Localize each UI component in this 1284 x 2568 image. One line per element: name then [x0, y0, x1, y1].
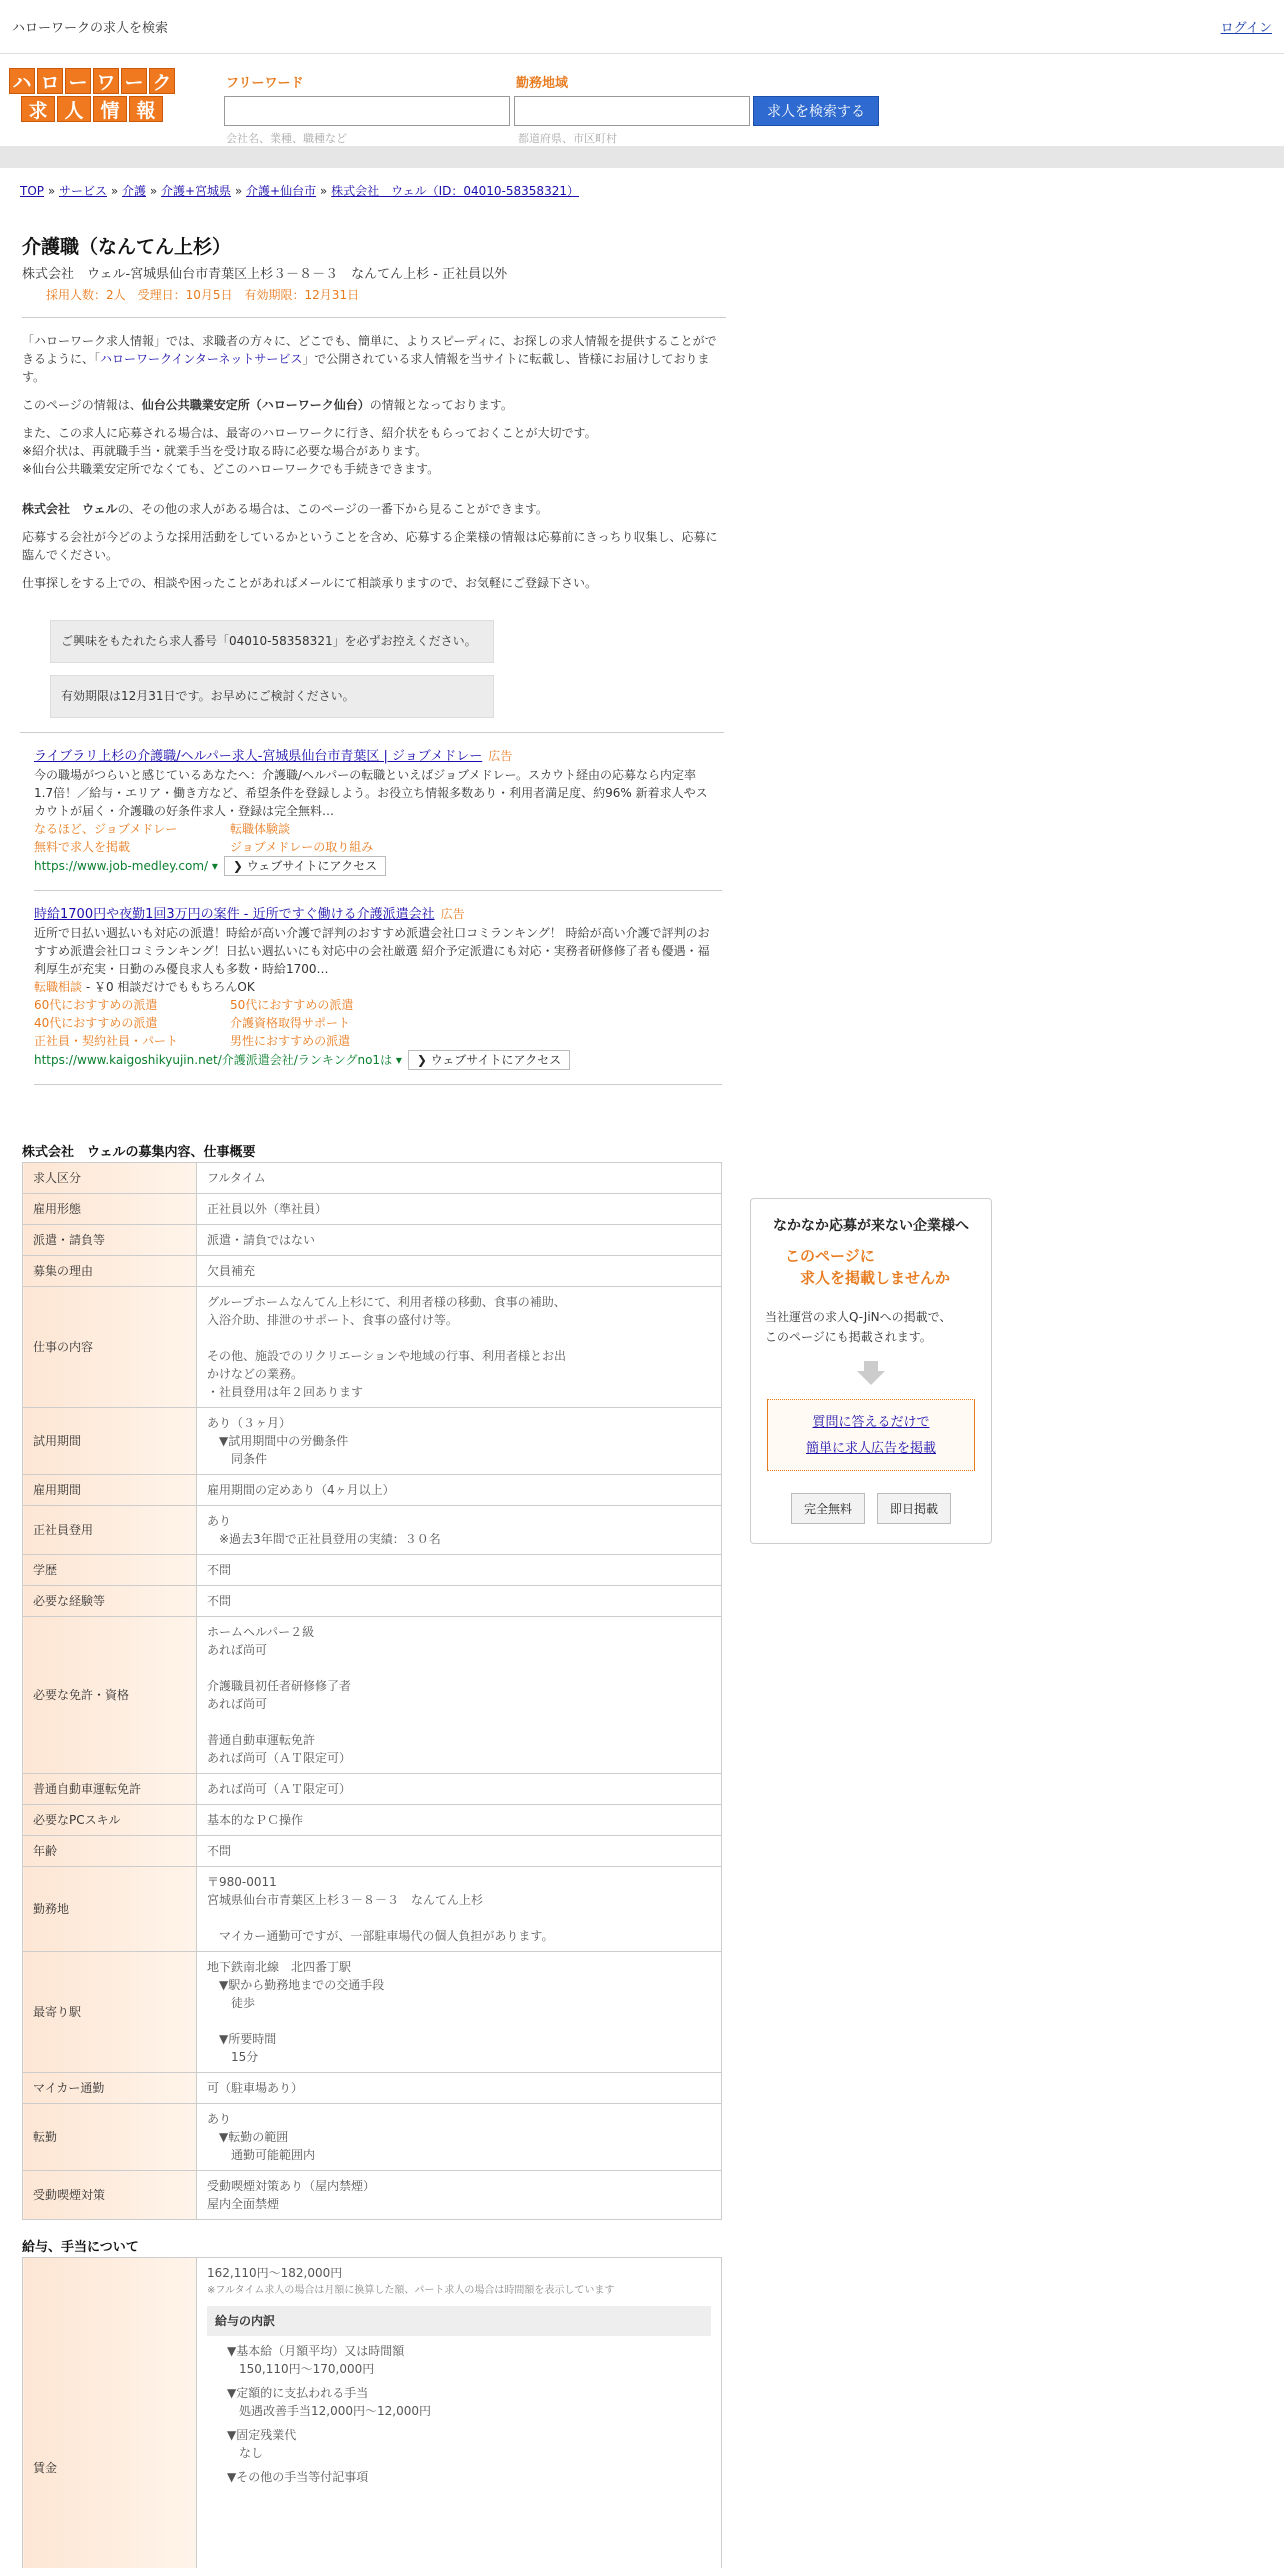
- row-key: 必要なPCスキル: [23, 1805, 197, 1836]
- referral-note: ※紹介状は、再就職手当・就業手当を受け取る時に必要な場合があります。: [22, 444, 428, 458]
- section-title-overview: 株式会社 ウェルの募集内容、仕事概要: [22, 1145, 256, 1160]
- row-value: 雇用期間の定めあり（4ヶ月以上）: [197, 1475, 722, 1506]
- referral-note: ※仙台公共職業安定所でなくても、どこのハローワークでも手続きできます。: [22, 462, 440, 476]
- ad-sitelink[interactable]: 介護資格取得サポート: [230, 1016, 351, 1030]
- visit-website-button[interactable]: ❯ ウェブサイトにアクセス: [408, 1050, 570, 1070]
- row-key: 受動喫煙対策: [23, 2171, 197, 2220]
- promo-link-box: [767, 1399, 975, 1471]
- office-text: の情報となっております。: [369, 398, 513, 412]
- ad-sitelink[interactable]: 男性におすすめの派遣: [230, 1034, 351, 1048]
- table-row: [23, 1774, 722, 1805]
- row-key: 勤務地: [23, 1867, 197, 1952]
- salary-note: ※フルタイム求人の場合は月額に換算した額、パート求人の場合は時間額を表示しています: [207, 2285, 615, 2296]
- salary-item-value: 150,110円〜170,000円: [239, 2362, 375, 2376]
- breadcrumb-service[interactable]: サービス: [59, 184, 108, 198]
- table-row: [23, 1867, 722, 1952]
- row-value: [197, 2258, 722, 2568]
- table-row: [23, 2104, 722, 2171]
- table-row: [23, 1287, 722, 1408]
- arrow-down-icon: [857, 1371, 885, 1385]
- ad-sitelink[interactable]: なるほど、ジョブメドレー: [34, 822, 178, 836]
- referral-paragraph: [22, 424, 726, 478]
- site-logo[interactable]: [4, 68, 180, 124]
- promo-badges: [751, 1493, 991, 1524]
- area-input[interactable]: [514, 96, 750, 126]
- hellowork-internet-link[interactable]: ハローワークインターネットサービス: [100, 352, 303, 366]
- row-key: 賃金: [23, 2258, 197, 2568]
- referral-text: また、この求人に応募される場合は、最寄のハローワークに行き、紹介状をもらっておくことが大切です。: [22, 426, 597, 440]
- logo-row-2: [4, 96, 180, 122]
- breadcrumb-top[interactable]: TOP: [20, 184, 45, 198]
- salary-item-head: ▼固定残業代: [227, 2428, 297, 2442]
- consult-paragraph: 仕事探しをする上での、相談や困ったことがあればメールにて相談承りますので、お気軽にご登録下さい。: [22, 576, 598, 590]
- logo-char: 報: [129, 96, 163, 122]
- divider-bar: [0, 146, 1284, 168]
- ad-url[interactable]: https://www.job-medley.com/ ▾: [34, 859, 218, 873]
- ad-title[interactable]: ライブラリ上杉の介護職/ヘルパー求人-宮城県仙台市青葉区 | ジョブメドレー: [34, 749, 483, 764]
- row-value: あり ※過去3年間で正社員登用の実績：３０名: [197, 1506, 722, 1555]
- ad-separator: [34, 890, 722, 891]
- arrow-down-icon: [864, 1361, 878, 1371]
- breadcrumb-company[interactable]: 株式会社 ウェル（ID：04010-58358321）: [331, 184, 579, 198]
- salary-breakdown-title: 給与の内訳: [207, 2306, 711, 2336]
- breadcrumb: TOP » サービス » 介護 » 介護+宮城県 » 介護+仙台市 » 株式会社 ウェル（ID：04010-58358321）: [20, 184, 579, 198]
- ad-sitelink[interactable]: 50代におすすめの派遣: [230, 998, 354, 1012]
- top-bar: [0, 0, 1284, 54]
- promo-catch-line: 求人を掲載しませんか: [785, 1269, 951, 1287]
- row-value: 基本的なＰＣ操作: [197, 1805, 722, 1836]
- ad-body: 今の職場がつらいと感じているあなたへ：介護職/ヘルパーの転職といえばジョブメドレー。スカウト経由の応募なら内定率1.7倍！／給与・エリア・働き方など、希望条件を登録しよう。お役立ち情報多数あり・利用者満足度、約96% 新着求人やスカウトが届く・介護職の好条件求人・登録は完全無料…: [34, 768, 708, 818]
- row-key: 年齢: [23, 1836, 197, 1867]
- logo-char: ハ: [9, 68, 35, 94]
- row-value: 可（駐車場あり）: [197, 2073, 722, 2104]
- promo-desc-line: 当社運営の求人Q-JiNへの掲載で、: [765, 1310, 952, 1324]
- login-link[interactable]: ログイン: [1220, 21, 1272, 36]
- job-stats: 採用人数：2人 受理日：10月5日 有効期限：12月31日: [46, 288, 360, 302]
- row-key: 派遣・請負等: [23, 1225, 197, 1256]
- row-key: 雇用期間: [23, 1475, 197, 1506]
- table-row: [23, 2171, 722, 2220]
- table-row: [23, 2258, 722, 2568]
- free-badge-button[interactable]: 完全無料: [791, 1493, 865, 1524]
- table-row: [23, 1194, 722, 1225]
- row-key: 普通自動車運転免許: [23, 1774, 197, 1805]
- keyword-hint: 会社名、業種、職種など: [226, 132, 347, 145]
- table-row: [23, 1475, 722, 1506]
- breadcrumb-miyagi[interactable]: 介護+宮城県: [161, 184, 232, 198]
- row-value: 欠員補充: [197, 1256, 722, 1287]
- table-row: [23, 1506, 722, 1555]
- row-key: 転勤: [23, 2104, 197, 2171]
- row-key: 雇用形態: [23, 1194, 197, 1225]
- promo-catch-line: このページに: [785, 1247, 875, 1265]
- promo-link-question[interactable]: 質問に答えるだけで: [812, 1415, 930, 1430]
- salary-item-value: なし: [239, 2446, 264, 2460]
- row-value: 不問: [197, 1836, 722, 1867]
- area-label: 勤務地域: [516, 76, 569, 91]
- salary-breakdown: [207, 2342, 711, 2486]
- ad-sitelink[interactable]: ジョブメドレーの取り組み: [230, 840, 374, 854]
- row-key: マイカー通勤: [23, 2073, 197, 2104]
- other-jobs-text: の、その他の求人がある場合は、このページの一番下から見ることができます。: [117, 502, 548, 516]
- salary-item-head: ▼定額的に支払われる手当: [227, 2386, 369, 2400]
- ad-url[interactable]: https://www.kaigoshikyujin.net/介護派遣会社/ランキングno1は ▾: [34, 1053, 402, 1067]
- employer-promo-box: [750, 1198, 992, 1544]
- intro-text: 」で公開されている求人情報を当サイトに転載し、皆様にお届けしております。: [22, 352, 710, 384]
- table-row: [23, 1952, 722, 2073]
- salary-item-head: ▼基本給（月額平均）又は時間額: [227, 2344, 405, 2358]
- promo-desc-line: このページにも掲載されます。: [765, 1330, 932, 1344]
- other-jobs-paragraph: [22, 500, 726, 518]
- office-name: 仙台公共職業安定所（ハローワーク仙台）: [141, 398, 370, 412]
- row-value: 不問: [197, 1555, 722, 1586]
- table-row: [23, 1256, 722, 1287]
- intro-paragraph: [22, 332, 726, 386]
- logo-char: ク: [149, 68, 175, 94]
- table-row: [23, 1225, 722, 1256]
- table-row: [23, 1836, 722, 1867]
- promo-description: [751, 1307, 991, 1347]
- ad-title[interactable]: 時給1700円や夜勤1回3万円の案件 - 近所ですぐ働ける介護派遣会社: [34, 907, 435, 922]
- promo-catchcopy: [751, 1245, 991, 1289]
- same-day-badge-button[interactable]: 即日掲載: [877, 1493, 951, 1524]
- row-value: あり（３ヶ月） ▼試用期間中の労働条件 同条件: [197, 1408, 722, 1475]
- ad-tag: 広告: [440, 907, 465, 921]
- logo-char: ワ: [93, 68, 119, 94]
- ad-consult-text: - ￥0 相談だけでももちろんOK: [82, 980, 255, 994]
- promo-title: なかなか応募が来ない企業様へ: [773, 1218, 969, 1234]
- salary-table: [22, 2257, 722, 2568]
- company-name: 株式会社 ウェル: [22, 502, 118, 516]
- table-row: [23, 2073, 722, 2104]
- row-key: 必要な経験等: [23, 1586, 197, 1617]
- logo-char: ロ: [37, 68, 63, 94]
- site-title: ハローワークの求人を検索: [12, 21, 169, 36]
- row-value: 〒980-0011 宮城県仙台市青葉区上杉３－８－３ なんてん上杉 マイカー通勤可ですが、一部駐車場代の個人負担があります。: [197, 1867, 722, 1952]
- ad-sitelink[interactable]: 40代におすすめの派遣: [34, 1016, 158, 1030]
- row-value: 地下鉄南北線 北四番丁駅 ▼駅から勤務地までの交通手段 徒歩 ▼所要時間 15分: [197, 1952, 722, 2073]
- row-key: 募集の理由: [23, 1256, 197, 1287]
- row-value: あり ▼転勤の範囲 通勤可能範囲内: [197, 2104, 722, 2171]
- ad-sitelink[interactable]: 60代におすすめの派遣: [34, 998, 158, 1012]
- section-title-salary: 給与、手当について: [22, 2240, 139, 2255]
- row-value: 受動喫煙対策あり（屋内禁煙） 屋内全面禁煙: [197, 2171, 722, 2220]
- logo-char: ー: [121, 68, 147, 94]
- logo-char: 人: [57, 96, 91, 122]
- ad-sitelink[interactable]: 正社員・契約社員・パート: [34, 1034, 179, 1048]
- intro-text: 「ハローワーク求人情報」では、求職者の方々に、どこでも、簡単に、よりスピーディに、お探しの求人情報を提供することができるように、「: [22, 334, 717, 366]
- advice-paragraph: 応募する会社が今どのような採用活動をしているかということを含め、応募する企業様の情報は応募前にきっちり収集し、応募に臨んでください。: [22, 530, 718, 562]
- breadcrumb-kaigo[interactable]: 介護: [122, 184, 147, 198]
- ad-separator: [20, 732, 724, 733]
- row-value: フルタイム: [197, 1163, 722, 1194]
- table-row: [23, 1408, 722, 1475]
- row-value: 正社員以外（準社員）: [197, 1194, 722, 1225]
- ad-tag: 広告: [488, 749, 513, 763]
- logo-char: ー: [65, 68, 91, 94]
- table-row: [23, 1163, 722, 1194]
- salary-item-head: ▼その他の手当等付記事項: [227, 2470, 369, 2484]
- main-content: [22, 232, 726, 2568]
- logo-char: 情: [93, 96, 127, 122]
- row-value: 不問: [197, 1586, 722, 1617]
- salary-range: 162,110円〜182,000円: [207, 2266, 343, 2280]
- row-value: 派遣・請負ではない: [197, 1225, 722, 1256]
- visit-website-button[interactable]: ❯ ウェブサイトにアクセス: [224, 856, 386, 876]
- promo-link-post[interactable]: 簡単に求人広告を掲載: [805, 1441, 936, 1456]
- search-button[interactable]: 求人を検索する: [753, 96, 879, 126]
- row-key: 最寄り駅: [23, 1952, 197, 2073]
- row-key: 試用期間: [23, 1408, 197, 1475]
- row-key: 学歴: [23, 1555, 197, 1586]
- office-paragraph: [22, 396, 726, 414]
- notice-job-number: ご興味をもたれたら求人番号「04010-58358321」を必ずお控えください。: [50, 620, 494, 663]
- table-row: [23, 1555, 722, 1586]
- ad-body: 近所で日払い週払いも対応の派遣！時給が高い介護で評判のおすすめ派遣会社口コミランキング！ 時給が高い介護で評判のおすすめ派遣会社口コミランキング！日払い週払いにも対応中の会社厳選 紹介予定派遣にも対応・実務者研修修了者も優遇・福利厚生が充実・日勤のみ優良求人も多数・時給1700…: [34, 926, 710, 976]
- separator: [22, 317, 726, 318]
- ad-sitelink[interactable]: 転職体験談: [230, 822, 291, 836]
- salary-item-value: 処遇改善手当12,000円〜12,000円: [239, 2404, 431, 2418]
- ad-consult-link[interactable]: 転職相談: [34, 980, 83, 994]
- ad-sitelink[interactable]: 無料で求人を掲載: [34, 840, 131, 854]
- logo-row-1: [4, 68, 180, 94]
- table-row: [23, 1805, 722, 1836]
- row-key: 必要な免許・資格: [23, 1617, 197, 1774]
- office-text: このページの情報は、: [22, 398, 142, 412]
- row-key: 求人区分: [23, 1163, 197, 1194]
- company-line: 株式会社 ウェル-宮城県仙台市青葉区上杉３－８－３ なんてん上杉 - 正社員以外: [22, 267, 508, 282]
- job-details-table: [22, 1162, 722, 2220]
- keyword-input[interactable]: [224, 96, 510, 126]
- table-row: [23, 1617, 722, 1774]
- keyword-label: フリーワード: [226, 76, 304, 91]
- job-title: 介護職（なんてん上杉）: [22, 236, 232, 258]
- row-value: グループホームなんてん上杉にて、利用者様の移動、食事の補助、 入浴介助、排泄のサポート、食事の盛付け等。 その他、施設でのリクリエーションや地域の行事、利用者様とお出 かけなどの業務。 ・社員登用は年２回あります: [197, 1287, 722, 1408]
- logo-char: 求: [21, 96, 55, 122]
- row-value: ホームヘルパー２級 あれば尚可 介護職員初任者研修修了者 あれば尚可 普通自動車運転免許 あれば尚可（ＡＴ限定可）: [197, 1617, 722, 1774]
- ad-sitelinks: [34, 996, 714, 1050]
- notice-expiry: 有効期限は12月31日です。お早めにご検討ください。: [50, 675, 494, 718]
- row-key: 仕事の内容: [23, 1287, 197, 1408]
- ad-separator: [34, 1084, 722, 1085]
- row-value: あれば尚可（ＡＴ限定可）: [197, 1774, 722, 1805]
- ad-block: [34, 747, 714, 876]
- ad-block: [34, 905, 714, 1070]
- row-key: 正社員登用: [23, 1506, 197, 1555]
- area-hint: 都道府県、市区町村: [518, 132, 617, 145]
- table-row: [23, 1586, 722, 1617]
- breadcrumb-sendai[interactable]: 介護+仙台市: [246, 184, 317, 198]
- ad-sitelinks: [34, 820, 714, 856]
